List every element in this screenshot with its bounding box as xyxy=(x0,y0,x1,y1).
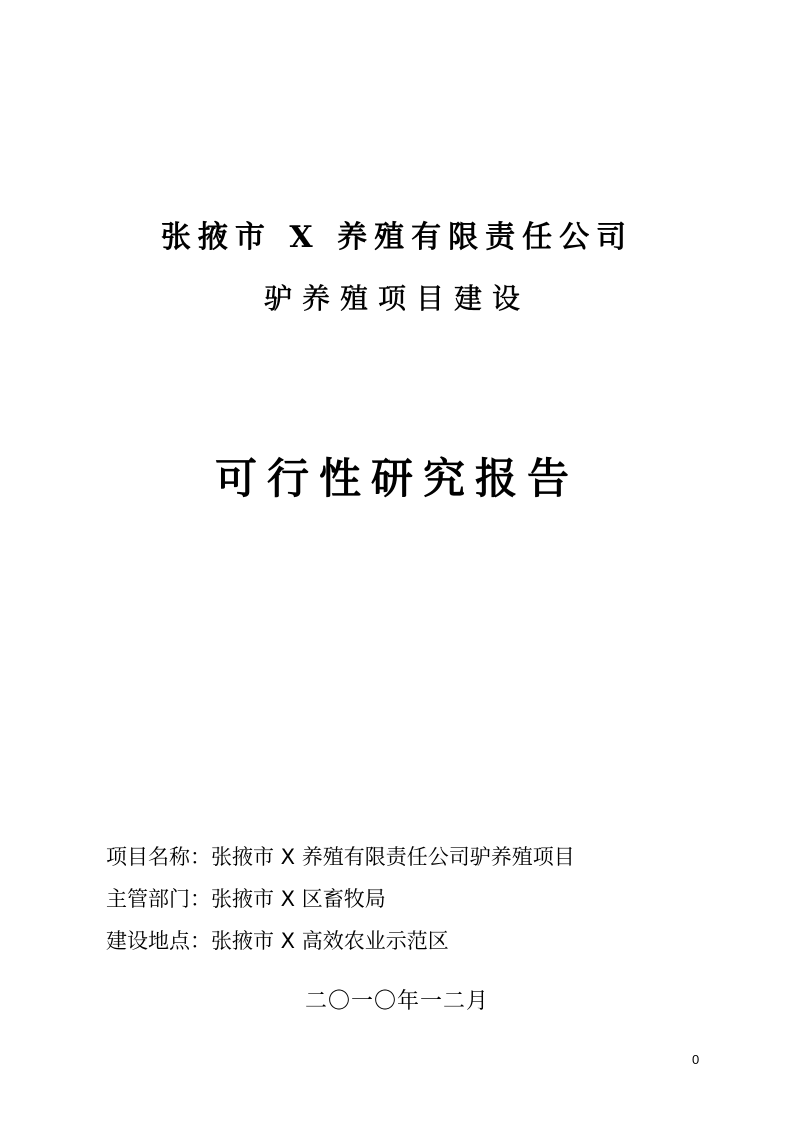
department-label: 主管部门： xyxy=(106,887,211,911)
project-name-label: 项目名称： xyxy=(106,845,211,869)
department-row xyxy=(106,878,575,920)
location-row xyxy=(106,920,575,962)
location-value: 张掖市 X 高效农业示范区 xyxy=(211,929,449,953)
title-project: 驴养殖项目建设 xyxy=(263,282,530,315)
page-number: 0 xyxy=(692,1052,700,1067)
project-name-value: 张掖市 X 养殖有限责任公司驴养殖项目 xyxy=(211,845,575,869)
department-value: 张掖市 X 区畜牧局 xyxy=(211,887,386,911)
project-info-block xyxy=(106,836,575,962)
project-name-row xyxy=(106,836,575,878)
title-company: 张掖市 X 养殖有限责任公司 xyxy=(160,220,634,255)
report-date: 二〇一〇年一二月 xyxy=(304,989,489,1014)
location-label: 建设地点： xyxy=(106,929,211,953)
report-title: 可行性研究报告 xyxy=(214,454,579,503)
